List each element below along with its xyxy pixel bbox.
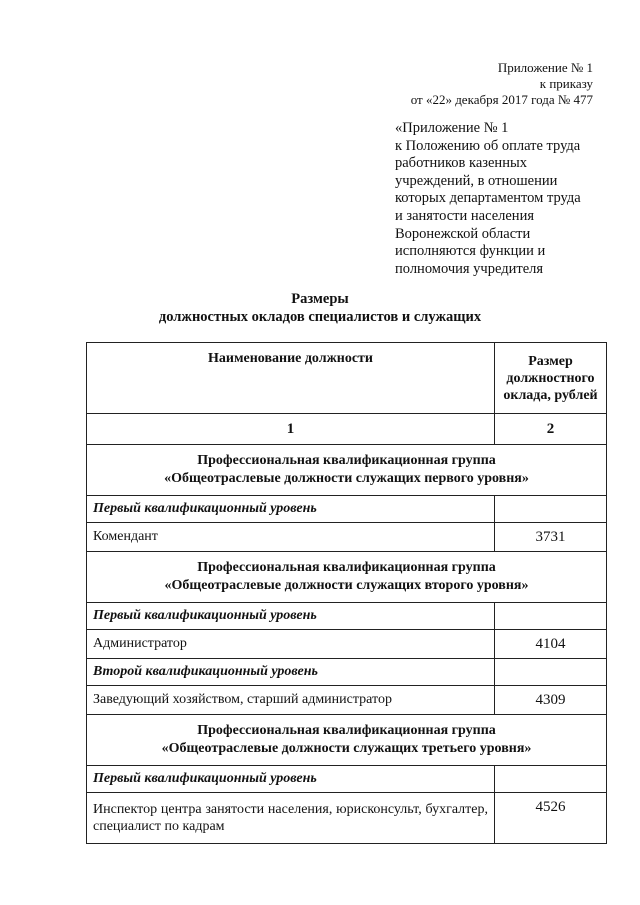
qualification-level: Первый квалификационный уровень: [87, 496, 495, 523]
level-row: [87, 766, 607, 793]
empty-cell: [495, 659, 607, 686]
column-number-row: [87, 414, 607, 445]
group-title-line: Профессиональная квалификационная группа: [197, 560, 496, 575]
table-row: [87, 630, 607, 659]
column-number-1: 1: [87, 414, 495, 445]
appendix-header: [411, 60, 593, 108]
appendix-line-2: к приказу: [539, 76, 593, 91]
appendix-line-1: Приложение № 1: [497, 60, 593, 75]
quote-line: работников казенных: [395, 155, 527, 172]
quote-line: и занятости населения: [395, 207, 534, 224]
group-title-line: «Общеотраслевые должности служащих третьего уровня»: [161, 741, 532, 756]
salary-value: 4526: [495, 793, 607, 844]
salary-value: 4309: [495, 686, 607, 715]
level-row: [87, 496, 607, 523]
document-title: [0, 290, 640, 326]
position-name: Заведующий хозяйством, старший администратор: [87, 686, 495, 715]
qualification-level: Первый квалификационный уровень: [87, 766, 495, 793]
salary-value: 3731: [495, 523, 607, 552]
group-row: [87, 715, 607, 766]
position-name: Комендант: [87, 523, 495, 552]
position-name: Инспектор центра занятости населения, юрисконсульт, бухгалтер, специалист по кадрам: [87, 793, 495, 844]
table-row: [87, 793, 607, 844]
group-title-line: «Общеотраслевые должности служащих второго уровня»: [164, 578, 529, 593]
group-title: [87, 715, 607, 766]
qualification-level: Второй квалификационный уровень: [87, 659, 495, 686]
group-row: [87, 552, 607, 603]
salary-table: [86, 342, 607, 844]
group-row: [87, 445, 607, 496]
quote-line: Воронежской области: [395, 225, 531, 242]
header-salary-line: должностного: [506, 370, 595, 386]
appendix-line-3: от «22» декабря 2017 года № 477: [410, 92, 593, 107]
title-line-2: должностных окладов специалистов и служащих: [158, 309, 482, 325]
level-row: [87, 659, 607, 686]
table-row: [87, 523, 607, 552]
quote-line: исполняются функции и: [395, 243, 546, 260]
title-line-1: Размеры: [291, 291, 349, 307]
quote-line: «Приложение № 1: [395, 120, 509, 136]
header-salary-line: оклада, рублей: [503, 387, 598, 403]
group-title-line: «Общеотраслевые должности служащих первого уровня»: [164, 471, 529, 486]
group-title-line: Профессиональная квалификационная группа: [197, 453, 496, 468]
qualification-level: Первый квалификационный уровень: [87, 603, 495, 630]
empty-cell: [495, 496, 607, 523]
header-position-name: Наименование должности: [87, 343, 495, 414]
level-row: [87, 603, 607, 630]
column-number-2: 2: [495, 414, 607, 445]
empty-cell: [495, 603, 607, 630]
table-row: [87, 686, 607, 715]
table-header-row: [87, 343, 607, 414]
header-salary-line: Размер: [528, 353, 573, 369]
empty-cell: [495, 766, 607, 793]
header-salary-size: [495, 343, 607, 414]
regulation-reference: [395, 120, 610, 278]
quote-line: полномочия учредителя: [395, 260, 544, 277]
quote-line: учреждений, в отношении: [395, 172, 558, 189]
group-title-line: Профессиональная квалификационная группа: [197, 723, 496, 738]
quote-line: которых департаментом труда: [395, 190, 581, 207]
quote-line: к Положению об оплате труда: [395, 137, 581, 154]
group-title: [87, 445, 607, 496]
position-name: Администратор: [87, 630, 495, 659]
group-title: [87, 552, 607, 603]
salary-value: 4104: [495, 630, 607, 659]
